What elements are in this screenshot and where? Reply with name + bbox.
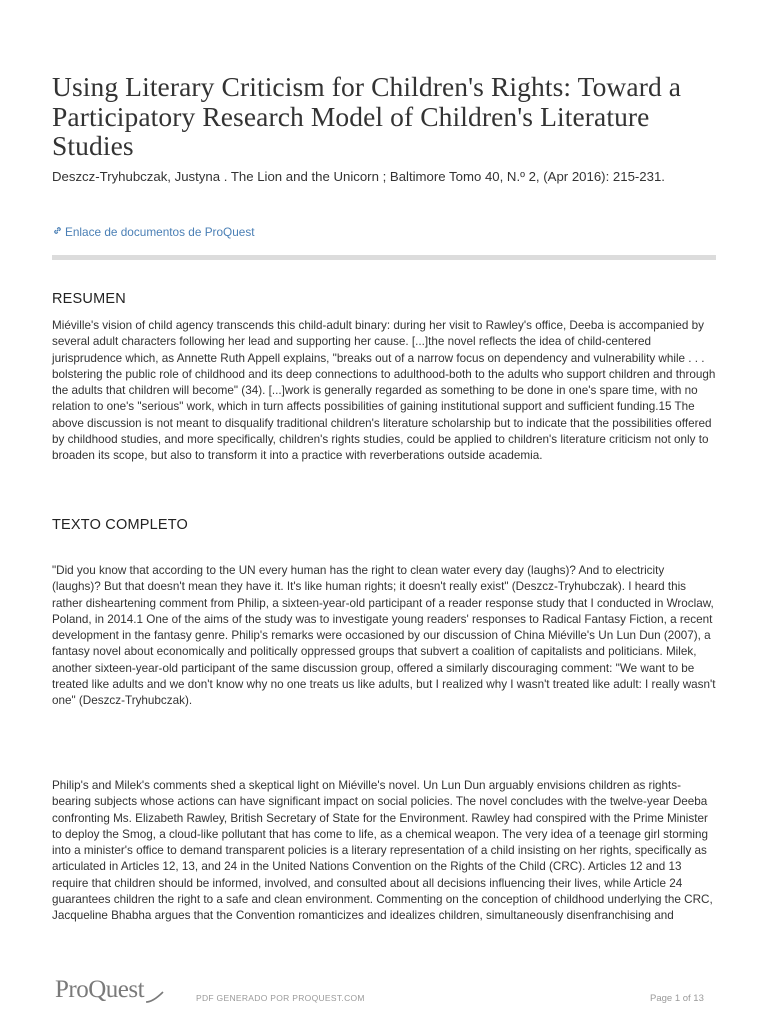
generated-by-text: PDF GENERADO POR PROQUEST.COM bbox=[196, 993, 365, 1003]
section-divider bbox=[52, 255, 716, 260]
logo-swoosh-icon bbox=[145, 990, 165, 1004]
link-icon bbox=[52, 225, 63, 239]
full-text-paragraph: "Did you know that according to the UN every human has the right to clean water every day (laughs)? And to electricity (laughs)? But that doesn't mean they have it. It's like human rights; it doesn't really exist" (Deszcz-Tryhubczak). I heard this rather disheartening comment from Philip, a sixteen-year-old participant of a reader response study that I conducted in Wroclaw, Poland, in 2014.1 One of the aims of the study was to investigate young readers' responses to Radical Fantasy Fiction, a recent development in the fantasy genre. Philip's remarks were occasioned by our discussion of China Miéville's Un Lun Dun (2007), a fantasy novel about economically and politically oppressed groups that subvert a coalition of capitalists and politicians. Milek, another sixteen-year-old participant of the same discussion group, offered a similarly discouraging comment: "We want to be treated like adults and we don't know why no one treats us like adults, but I realized why I wasn't treated like adult: I really wasn't one" (Deszcz-Tryhubczak). bbox=[52, 564, 716, 708]
proquest-document-link[interactable] bbox=[52, 225, 255, 239]
abstract-heading: RESUMEN bbox=[52, 291, 126, 307]
page-indicator: Page 1 of 13 bbox=[650, 993, 704, 1004]
link-label: Enlace de documentos de ProQuest bbox=[65, 225, 255, 239]
document-title: Using Literary Criticism for Children's Rights: Toward a Participatory Research Model of Children's Literature Studies bbox=[52, 71, 682, 161]
full-text-heading: TEXTO COMPLETO bbox=[52, 517, 189, 533]
abstract-text: Miéville's vision of child agency transcends this child-adult binary: during her visit to Rawley's office, Deeba is accompanied by several adult characters following her lead and supporting her cause. [...]the novel reflects the idea of child-centered jurisprudence which, as Annette Ruth Appell explains, "breaks out of a narrow focus on dependency and vulnerability while . . . bolstering the public role of childhood and its deep connections to adulthood-both to the adults who support children and through the adults that children will become" (34). [...]work is generally regarded as something to be done in one's spare time, with no relation to one's "serious" work, which in turn affects possibilities of gaining institutional support and sufficient funding.15 The above discussion is not meant to disqualify traditional children's literature scholarship but to indicate that the possibilities offered by childhood studies, and more specifically, children's rights studies, could be applied to children's literature criticism not only to broaden its scope, but also to transform it into a practice with reverberations outside academia. bbox=[52, 319, 716, 463]
citation: Deszcz-Tryhubczak, Justyna . The Lion and the Unicorn ; Baltimore Tomo 40, N.º 2, (Apr 2016): 215-231. bbox=[52, 169, 665, 184]
proquest-logo bbox=[55, 976, 165, 1004]
logo-text: ProQuest bbox=[55, 976, 145, 1003]
full-text-paragraph: Philip's and Milek's comments shed a skeptical light on Miéville's novel. Un Lun Dun arguably envisions children as rights-bearing subjects whose actions can have significant impact on social policies. The novel concludes with the twelve-year Deeba confronting Ms. Elizabeth Rawley, British Secretary of State for the Environment. Rawley had conspired with the Prime Minister to deploy the Smog, a cloud-like pollutant that has come to life, as a chemical weapon. The very idea of a teenage girl storming into a minister's office to demand transparent policies is a literary representation of a child insisting on her rights, specifically as articulated in Articles 12, 13, and 24 in the United Nations Convention on the Rights of the Child (CRC). Articles 12 and 13 require that children should be informed, involved, and consulted about all decisions influencing their lives, while Article 24 guarantees children the right to a safe and clean environment. Commenting on the conception of childhood underlying the CRC, Jacqueline Bhabha argues that the Convention romanticizes and idealizes children, simultaneously disenfranchising and bbox=[52, 779, 713, 923]
document-page bbox=[52, 0, 716, 1024]
